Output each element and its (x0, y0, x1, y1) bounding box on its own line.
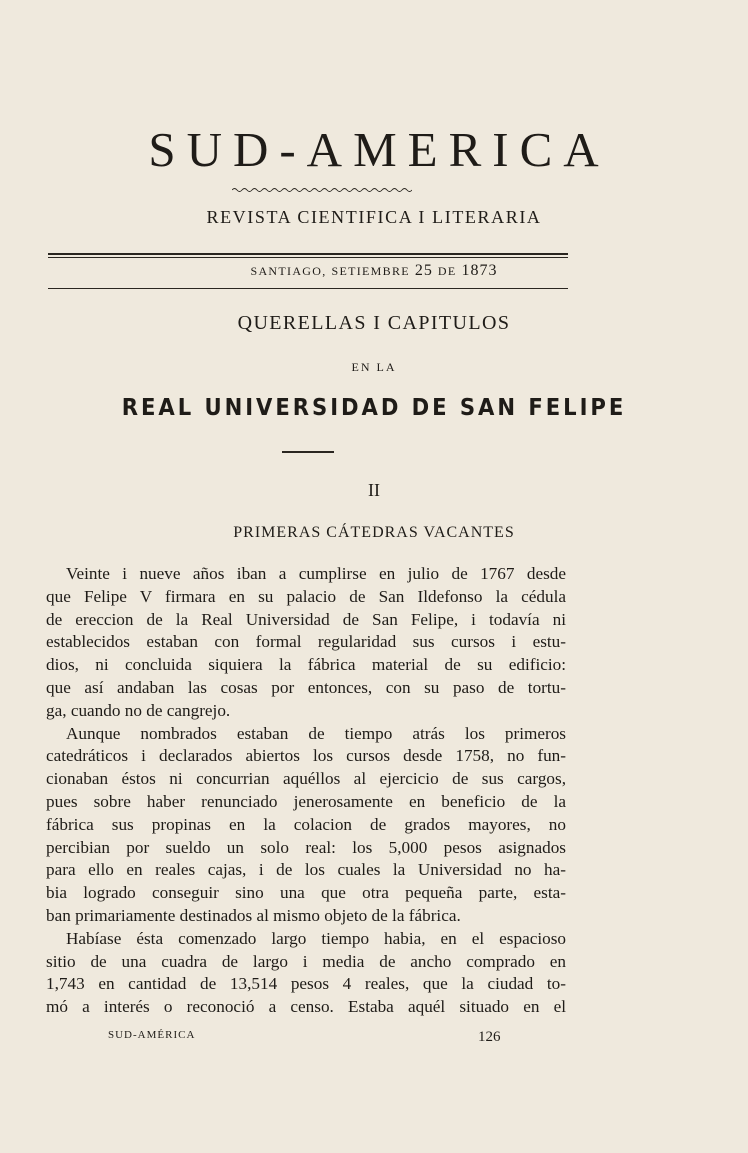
body-line: para ello en reales cajas, i de los cuales la Universidad no ha- (46, 860, 566, 880)
body-line: dios, ni concluida siquiera la fábrica material de su edificio: (46, 655, 566, 675)
dateline (0, 262, 748, 280)
dateline-day: 25 (414, 262, 433, 279)
body-line: catedráticos i declarados abiertos los cursos desde 1758, no fun- (46, 746, 566, 766)
body-line: ban primariamente destinados al mismo objeto de la fábrica. (46, 905, 461, 925)
body-line: pues sobre haber renunciado jenerosamente en beneficio de la (46, 791, 566, 811)
dateline-rule (48, 288, 568, 289)
body-line: que Felipe V firmara en su palacio de San Ildefonso la cédula (46, 586, 566, 606)
body-line: Veinte i nueve años iban a cumplirse en julio de 1767 desde (66, 564, 566, 583)
footer-signature: SUD-AMÉRICA (108, 1029, 196, 1041)
body-line: bia logrado conseguir sino una que otra pequeña parte, esta- (46, 883, 566, 903)
body-text (46, 563, 566, 1019)
dateline-month: SETIEMBRE (331, 264, 410, 278)
body-line: mó a interés o reconoció a censo. Estaba aquél situado en el (46, 997, 566, 1017)
chapter-numeral: II (368, 480, 380, 500)
wavy-ornament (232, 186, 412, 194)
title-divider (282, 451, 334, 453)
dateline-city: SANTIAGO, (250, 264, 327, 278)
dateline-de: DE (437, 264, 457, 278)
masthead-title: SUD-AMERICA (148, 122, 610, 177)
top-double-rule-thick (48, 253, 568, 255)
body-line: cionaban éstos ni concurrian aquéllos al ejercicio de sus cargos, (46, 769, 566, 789)
body-line: sitio de una cuadra de largo i media de ancho comprado en (46, 951, 566, 971)
article-title-line3: REAL UNIVERSIDAD DE SAN FELIPE (121, 395, 627, 421)
body-line: percibian por sueldo un solo real: los 5,000 pesos asignados (46, 837, 566, 857)
body-line: 1,743 en cantidad de 13,514 pesos 4 reales, que la ciudad to- (46, 974, 566, 994)
masthead-subtitle: REVISTA CIENTIFICA I LITERARIA (206, 207, 542, 227)
article-title-line1: QUERELLAS I CAPITULOS (237, 312, 511, 334)
body-line: Aunque nombrados estaban de tiempo atrás los primeros (66, 723, 566, 743)
body-line: que así andaban las cosas por entonces, con su paso de tortu- (46, 677, 566, 697)
dateline-year: 1873 (461, 262, 498, 279)
body-line: de ereccion de la Real Universidad de San Felipe, i todavía ni (46, 609, 566, 629)
body-line: Habíase ésta comenzado largo tiempo habia, en el espacioso (66, 928, 566, 948)
article-title-line2: EN LA (351, 360, 397, 374)
section-title: PRIMERAS CÁTEDRAS VACANTES (233, 524, 515, 541)
body-line: fábrica sus propinas en la colacion de grados mayores, no (46, 814, 566, 834)
page-number: 126 (478, 1029, 501, 1045)
top-double-rule-thin (48, 257, 568, 258)
body-line: ga, cuando no de cangrejo. (46, 700, 231, 720)
body-line: establecidos estaban con formal regularidad sus cursos i estu- (46, 632, 566, 652)
